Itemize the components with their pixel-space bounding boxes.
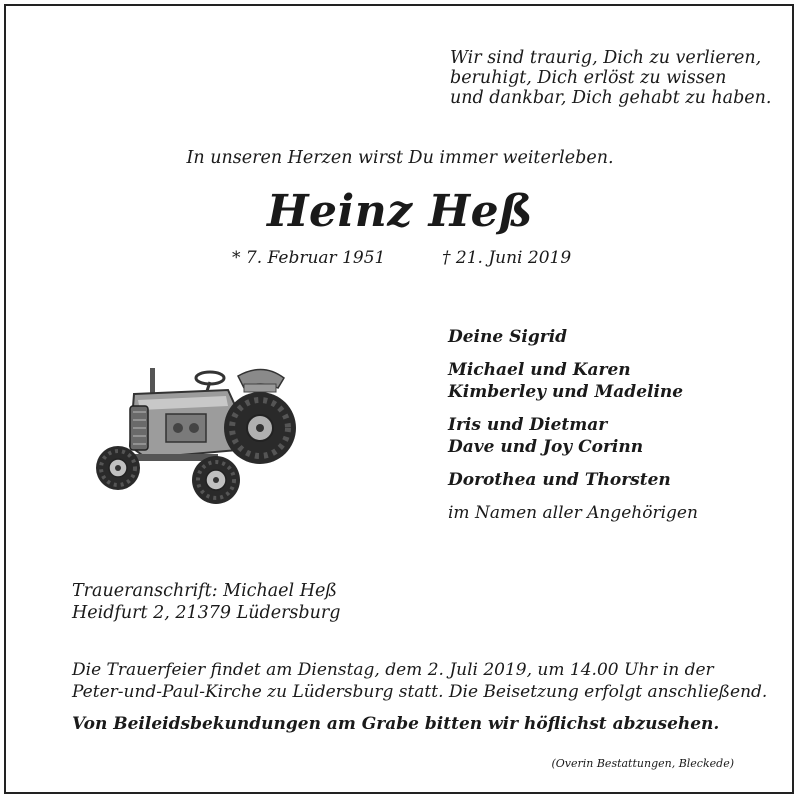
mourner-line: Kimberley und Madeline <box>448 382 684 402</box>
mourner-line: Dave und Joy Corinn <box>448 437 644 457</box>
death-date: † 21. Juni 2019 <box>442 248 572 268</box>
mourner-line: Dorothea und Thorsten <box>448 470 671 490</box>
mourner-group <box>448 359 768 403</box>
mourner-group <box>448 414 768 458</box>
mourner-line: Michael und Karen <box>448 360 631 380</box>
deceased-name: Heinz Heß <box>266 186 534 237</box>
on-behalf-line: im Namen aller Angehörigen <box>448 503 698 523</box>
quote-line: beruhigt, Dich erlöst zu wissen <box>450 68 727 88</box>
motto: In unseren Herzen wirst Du immer weiterleben. <box>186 148 614 168</box>
tractor-icon <box>88 350 308 520</box>
condolence-request: Von Beileidsbekundungen am Grabe bitten wir höflichst abzusehen. <box>72 714 720 734</box>
mourner-line: Iris und Dietmar <box>448 415 608 435</box>
undertaker-credit: (Overin Bestattungen, Bleckede) <box>551 757 734 770</box>
address-line: Heidfurt 2, 21379 Lüdersburg <box>72 603 341 623</box>
service-line: Die Trauerfeier findet am Dienstag, dem 2. Juli 2019, um 14.00 Uhr in der <box>72 660 714 680</box>
birth-date: * 7. Februar 1951 <box>232 248 386 268</box>
quote <box>450 48 770 108</box>
quote-line: Wir sind traurig, Dich zu verlieren, <box>450 48 762 68</box>
address-line: Traueranschrift: Michael Heß <box>72 581 337 601</box>
mourner-line: Deine Sigrid <box>448 327 568 347</box>
mourners-list <box>448 326 768 524</box>
mourner-group <box>448 469 768 491</box>
mourning-address <box>72 580 340 624</box>
service-line: Peter-und-Paul-Kirche zu Lüdersburg statt. Die Beisetzung erfolgt anschließend. <box>72 682 768 702</box>
funeral-service-info <box>72 659 767 703</box>
quote-line: und dankbar, Dich gehabt zu haben. <box>450 88 772 108</box>
mourner-group <box>448 326 768 348</box>
